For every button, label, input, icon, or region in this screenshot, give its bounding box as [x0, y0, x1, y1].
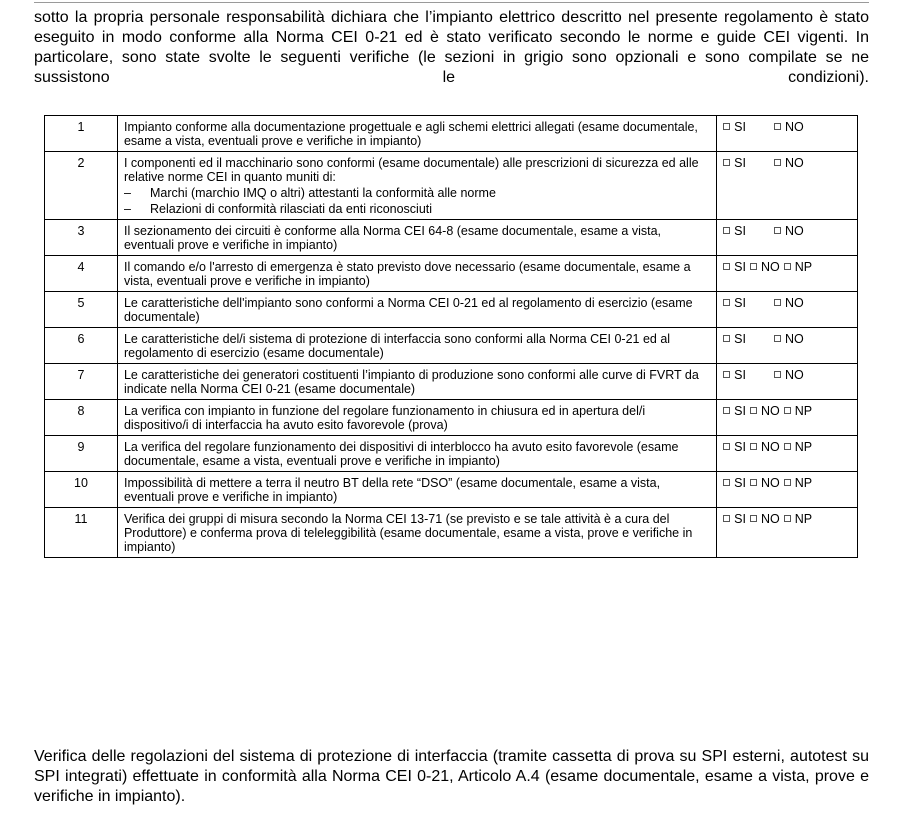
checkbox-np[interactable] [784, 440, 812, 454]
checkbox-no[interactable] [774, 296, 804, 310]
checkbox-si[interactable] [723, 156, 746, 170]
checkbox-si[interactable] [723, 368, 746, 382]
check-sub-text: Relazioni di conformità rilasciati da enti riconosciuti [149, 202, 433, 216]
checkbox-square-icon[interactable] [723, 335, 730, 342]
checkbox-square-icon[interactable] [723, 371, 730, 378]
top-divider [34, 2, 869, 3]
check-sub-item [124, 186, 710, 200]
checkbox-label: NO [760, 260, 780, 274]
checkbox-no[interactable] [750, 476, 780, 490]
checkbox-square-icon[interactable] [723, 299, 730, 306]
checkbox-si[interactable] [723, 440, 746, 454]
checkbox-label: NO [784, 332, 804, 346]
intro-paragraph: sotto la propria personale responsabilità dichiara che l’impianto elettrico descritto nel presente regolamento è stato eseguito in modo conforme alla Norma CEI 0-21 ed è stato verificato secondo le norme e guide CEI vigenti. In particolare, sono state svolte le seguenti verifiche (le sezioni in grigio sono opzionali e sono compilate se ne sussistono le condizioni). [34, 9, 869, 86]
checkbox-label: NO [784, 224, 804, 238]
checkbox-label: SI [734, 476, 746, 490]
check-sub-item [124, 202, 710, 216]
checkbox-label: NO [760, 440, 780, 454]
check-text: Il sezionamento dei circuiti è conforme alla Norma CEI 64-8 (esame documentale, esame a vista, eventuali prove e verifiche in impianto) [123, 224, 662, 252]
check-number: 6 [45, 328, 118, 364]
check-description [117, 220, 716, 256]
checkbox-label: SI [734, 224, 746, 238]
table-row [45, 436, 858, 472]
check-text: Le caratteristiche dell'impianto sono conformi a Norma CEI 0-21 ed al regolamento di esercizio (esame documentale) [123, 296, 693, 324]
dash-bullet-icon: – [123, 186, 131, 200]
checkbox-np[interactable] [784, 512, 812, 526]
check-description [117, 400, 716, 436]
answer-options [717, 292, 858, 328]
checkbox-no[interactable] [750, 404, 780, 418]
answer-options [717, 364, 858, 400]
checkbox-square-icon[interactable] [774, 371, 781, 378]
check-description [117, 436, 716, 472]
check-number: 9 [45, 436, 118, 472]
check-description [117, 508, 716, 558]
checkbox-square-icon[interactable] [750, 263, 757, 270]
checkbox-label: NO [784, 296, 804, 310]
checkbox-label: NO [760, 512, 780, 526]
checkbox-no[interactable] [750, 440, 780, 454]
checkbox-square-icon[interactable] [774, 335, 781, 342]
table-row [45, 256, 858, 292]
checkbox-label: NP [794, 476, 813, 490]
checkbox-no[interactable] [750, 260, 780, 274]
table-row [45, 400, 858, 436]
checkbox-si[interactable] [723, 260, 746, 274]
checkbox-label: NO [784, 120, 804, 134]
check-number: 5 [45, 292, 118, 328]
checkbox-square-icon[interactable] [750, 407, 757, 414]
table-row [45, 472, 858, 508]
answer-options [717, 328, 858, 364]
table-row [45, 328, 858, 364]
dash-bullet-icon: – [123, 202, 131, 216]
table-row [45, 364, 858, 400]
checkbox-si[interactable] [723, 512, 746, 526]
checkbox-no[interactable] [774, 368, 804, 382]
checkbox-np[interactable] [784, 476, 812, 490]
check-description [117, 292, 716, 328]
check-description [117, 152, 716, 220]
checkbox-si[interactable] [723, 296, 746, 310]
check-description [117, 116, 716, 152]
check-number: 8 [45, 400, 118, 436]
check-number: 7 [45, 364, 118, 400]
check-sub-text: Marchi (marchio IMQ o altri) attestanti la conformità alle norme [149, 186, 496, 200]
answer-options [717, 472, 858, 508]
checkbox-square-icon[interactable] [723, 443, 730, 450]
check-description [117, 472, 716, 508]
checkbox-label: NO [784, 156, 804, 170]
checkbox-square-icon[interactable] [784, 443, 791, 450]
check-text: Impianto conforme alla documentazione progettuale e agli schemi elettrici allegati (esame documentale, esame a vista, eventuali prove e verifiche in impianto) [123, 120, 698, 148]
checkbox-square-icon[interactable] [723, 515, 730, 522]
checkbox-square-icon[interactable] [774, 159, 781, 166]
checkbox-square-icon[interactable] [750, 479, 757, 486]
check-description [117, 364, 716, 400]
table-row [45, 220, 858, 256]
check-number: 1 [45, 116, 118, 152]
checkbox-label: NP [794, 404, 813, 418]
check-number: 3 [45, 220, 118, 256]
checkbox-label: NO [784, 368, 804, 382]
check-text: La verifica del regolare funzionamento dei dispositivi di interblocco ha avuto esito favorevole (esame documentale, esame a vista, eventuali prove e verifiche in impianto) [123, 440, 679, 468]
checkbox-square-icon[interactable] [723, 479, 730, 486]
answer-options [717, 152, 858, 220]
checkbox-no[interactable] [774, 120, 804, 134]
table-row [45, 152, 858, 220]
answer-options [717, 116, 858, 152]
checkbox-square-icon[interactable] [723, 407, 730, 414]
checkbox-label: NO [760, 476, 780, 490]
checkbox-label: SI [734, 512, 746, 526]
check-number: 10 [45, 472, 118, 508]
checkbox-square-icon[interactable] [750, 443, 757, 450]
checkbox-si[interactable] [723, 476, 746, 490]
checkbox-si[interactable] [723, 224, 746, 238]
checkbox-square-icon[interactable] [723, 123, 730, 130]
checkbox-square-icon[interactable] [774, 299, 781, 306]
checkbox-square-icon[interactable] [723, 159, 730, 166]
answer-options [717, 508, 858, 558]
check-number: 4 [45, 256, 118, 292]
answer-options [717, 400, 858, 436]
verification-table [44, 115, 858, 558]
checkbox-label: SI [734, 296, 746, 310]
checkbox-np[interactable] [784, 404, 812, 418]
table-row [45, 116, 858, 152]
checkbox-square-icon[interactable] [774, 123, 781, 130]
checkbox-square-icon[interactable] [723, 263, 730, 270]
check-text: Impossibilità di mettere a terra il neutro BT della rete “DSO” (esame documentale, esame a vista, eventuali prove e verifiche in impianto) [123, 476, 661, 504]
verification-table-body [45, 116, 858, 558]
checkbox-no[interactable] [750, 512, 780, 526]
checkbox-label: SI [734, 260, 746, 274]
checkbox-square-icon[interactable] [784, 515, 791, 522]
checkbox-label: NP [794, 260, 813, 274]
checkbox-no[interactable] [774, 224, 804, 238]
checkbox-square-icon[interactable] [723, 227, 730, 234]
outro-paragraph: Verifica delle regolazioni del sistema di protezione di interfaccia (tramite cassetta di prova su SPI esterni, autotest su SPI integrati) effettuate in conformità alla Norma CEI 0-21, Articolo A.4 (esame documentale, esame a vista, prove e verifiche in impianto). [34, 748, 869, 805]
check-text: Il comando e/o l'arresto di emergenza è stato previsto dove necessario (esame documentale, esame a vista, eventuali prove e verifiche in impianto) [123, 260, 691, 288]
checkbox-label: SI [734, 332, 746, 346]
checkbox-label: SI [734, 440, 746, 454]
check-number: 11 [45, 508, 118, 558]
check-number: 2 [45, 152, 118, 220]
checkbox-label: SI [734, 404, 746, 418]
check-description [117, 256, 716, 292]
checkbox-label: NP [794, 440, 813, 454]
answer-options [717, 220, 858, 256]
check-text: I componenti ed il macchinario sono conformi (esame documentale) alle prescrizioni di sicurezza ed alle relative norme CEI in quanto muniti di: [123, 156, 699, 184]
check-text: Le caratteristiche dei generatori costituenti l’impianto di produzione sono conformi alle curve di FVRT da indicate nella Norma CEI 0-21 (esame documentale) [123, 368, 699, 396]
table-row [45, 508, 858, 558]
checkbox-label: NP [794, 512, 813, 526]
check-text: La verifica con impianto in funzione del regolare funzionamento in chiusura ed in apertura del/i dispositivo/i di interfaccia ha avuto esito favorevole (prova) [123, 404, 646, 432]
checkbox-no[interactable] [774, 156, 804, 170]
checkbox-label: SI [734, 156, 746, 170]
checkbox-label: SI [734, 120, 746, 134]
checkbox-square-icon[interactable] [774, 227, 781, 234]
answer-options [717, 256, 858, 292]
checkbox-square-icon[interactable] [784, 407, 791, 414]
check-text: Verifica dei gruppi di misura secondo la Norma CEI 13-71 (se previsto e se tale attività è a cura del Produttore) e conferma prova di teleleggibilità (esame documentale, esame a vista, prove e verifiche in impianto) [123, 512, 693, 554]
answer-options [717, 436, 858, 472]
checkbox-square-icon[interactable] [784, 479, 791, 486]
checkbox-si[interactable] [723, 332, 746, 346]
checkbox-si[interactable] [723, 404, 746, 418]
checkbox-square-icon[interactable] [750, 515, 757, 522]
checkbox-no[interactable] [774, 332, 804, 346]
check-text: Le caratteristiche del/i sistema di protezione di interfaccia sono conformi alla Norma CEI 0-21 ed al regolamento di esercizio (esame documentale) [123, 332, 671, 360]
checkbox-np[interactable] [784, 260, 812, 274]
checkbox-square-icon[interactable] [784, 263, 791, 270]
checkbox-label: SI [734, 368, 746, 382]
check-description [117, 328, 716, 364]
checkbox-si[interactable] [723, 120, 746, 134]
checkbox-label: NO [760, 404, 780, 418]
table-row [45, 292, 858, 328]
